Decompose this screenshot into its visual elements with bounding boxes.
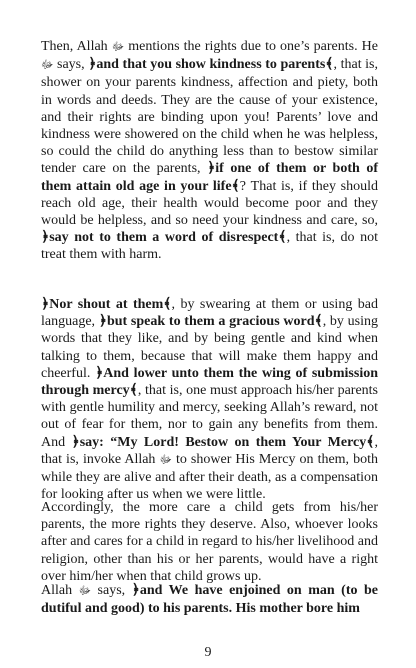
quran-quote: ﴿but speak to them a gracious word﴾: [98, 314, 323, 330]
paragraph-3: [41, 499, 378, 585]
honorific-symbol: ﷻ: [78, 585, 92, 597]
text-run: , by swearing at them or using bad language,: [41, 297, 378, 330]
text-run: says,: [53, 57, 89, 73]
paragraph-1: [41, 38, 378, 264]
text-run: to shower His Mercy on them, both while they are alive and after their death, as a compensation for looking after us when we were little.: [41, 451, 379, 503]
quran-quote: ﴿say: “My Lord! Bestow on them Your Mercy﴾: [71, 434, 375, 450]
text-run: Then, Allah: [41, 39, 112, 54]
text-run: , that is, invoke Allah: [41, 434, 378, 467]
quran-quote: ﴿and We have enjoined on man (to be dutiful and good) to his parents. His mother bore him: [41, 583, 378, 617]
text-run: ? That is, if they should reach old age, their health would become poor and they would be helpless, and so need your kindness and care, so,: [41, 178, 378, 229]
paragraph-4: [41, 582, 378, 617]
text-run: mentions the rights due to one’s parents. He: [124, 39, 378, 54]
text-run: Accordingly, the more care a child gets from his/her parents, the more rights they deserve. Also, whoever looks after and cares for a child in regard to his/her livelihood and religion, other than his or her parents, would have a right over him/her when that child grows up.: [41, 500, 378, 584]
text-run: , that is, one must approach his/her parents with gentle humility and mercy, seeking Allah’s reward, not out of fear for them, nor to gain any benefits from them. And: [41, 383, 378, 450]
paragraph-2: [41, 296, 378, 503]
quran-quote: ﴿say not to them a word of disrespect﴾: [41, 230, 287, 246]
text-run: , by using words that they like, and by being gentle and kind when talking to them, because that will make them happy and cheerful.: [41, 314, 378, 381]
quran-quote: ﴿Nor shout at them﴾: [41, 297, 172, 312]
quran-quote: ﴿and that you show kindness to parents﴾: [88, 57, 334, 73]
quran-quote: ﴿if one of them or both of them attain old age in your life﴾: [41, 161, 378, 194]
honorific-symbol: ﷻ: [41, 59, 54, 72]
quran-quote: ﴿And lower unto them the wing of submission through mercy﴾: [41, 365, 378, 399]
text-run: , that is, do not treat them with harm.: [41, 230, 378, 263]
honorific-symbol: ﷻ: [111, 41, 125, 53]
text-run: , that is, shower on your parents kindness, affection and piety, both in words and deeds. They are the cause of your existence, and their rights are binding upon you! Parents’ love and kindness were showered on the child when he was helpless, so could the child do anything less than to bestow similar tender care on the parents,: [41, 57, 378, 177]
honorific-symbol: ﷻ: [159, 453, 172, 466]
text-run: says,: [91, 583, 132, 598]
text-run: Allah: [41, 583, 79, 598]
page-number: 9: [204, 645, 212, 660]
